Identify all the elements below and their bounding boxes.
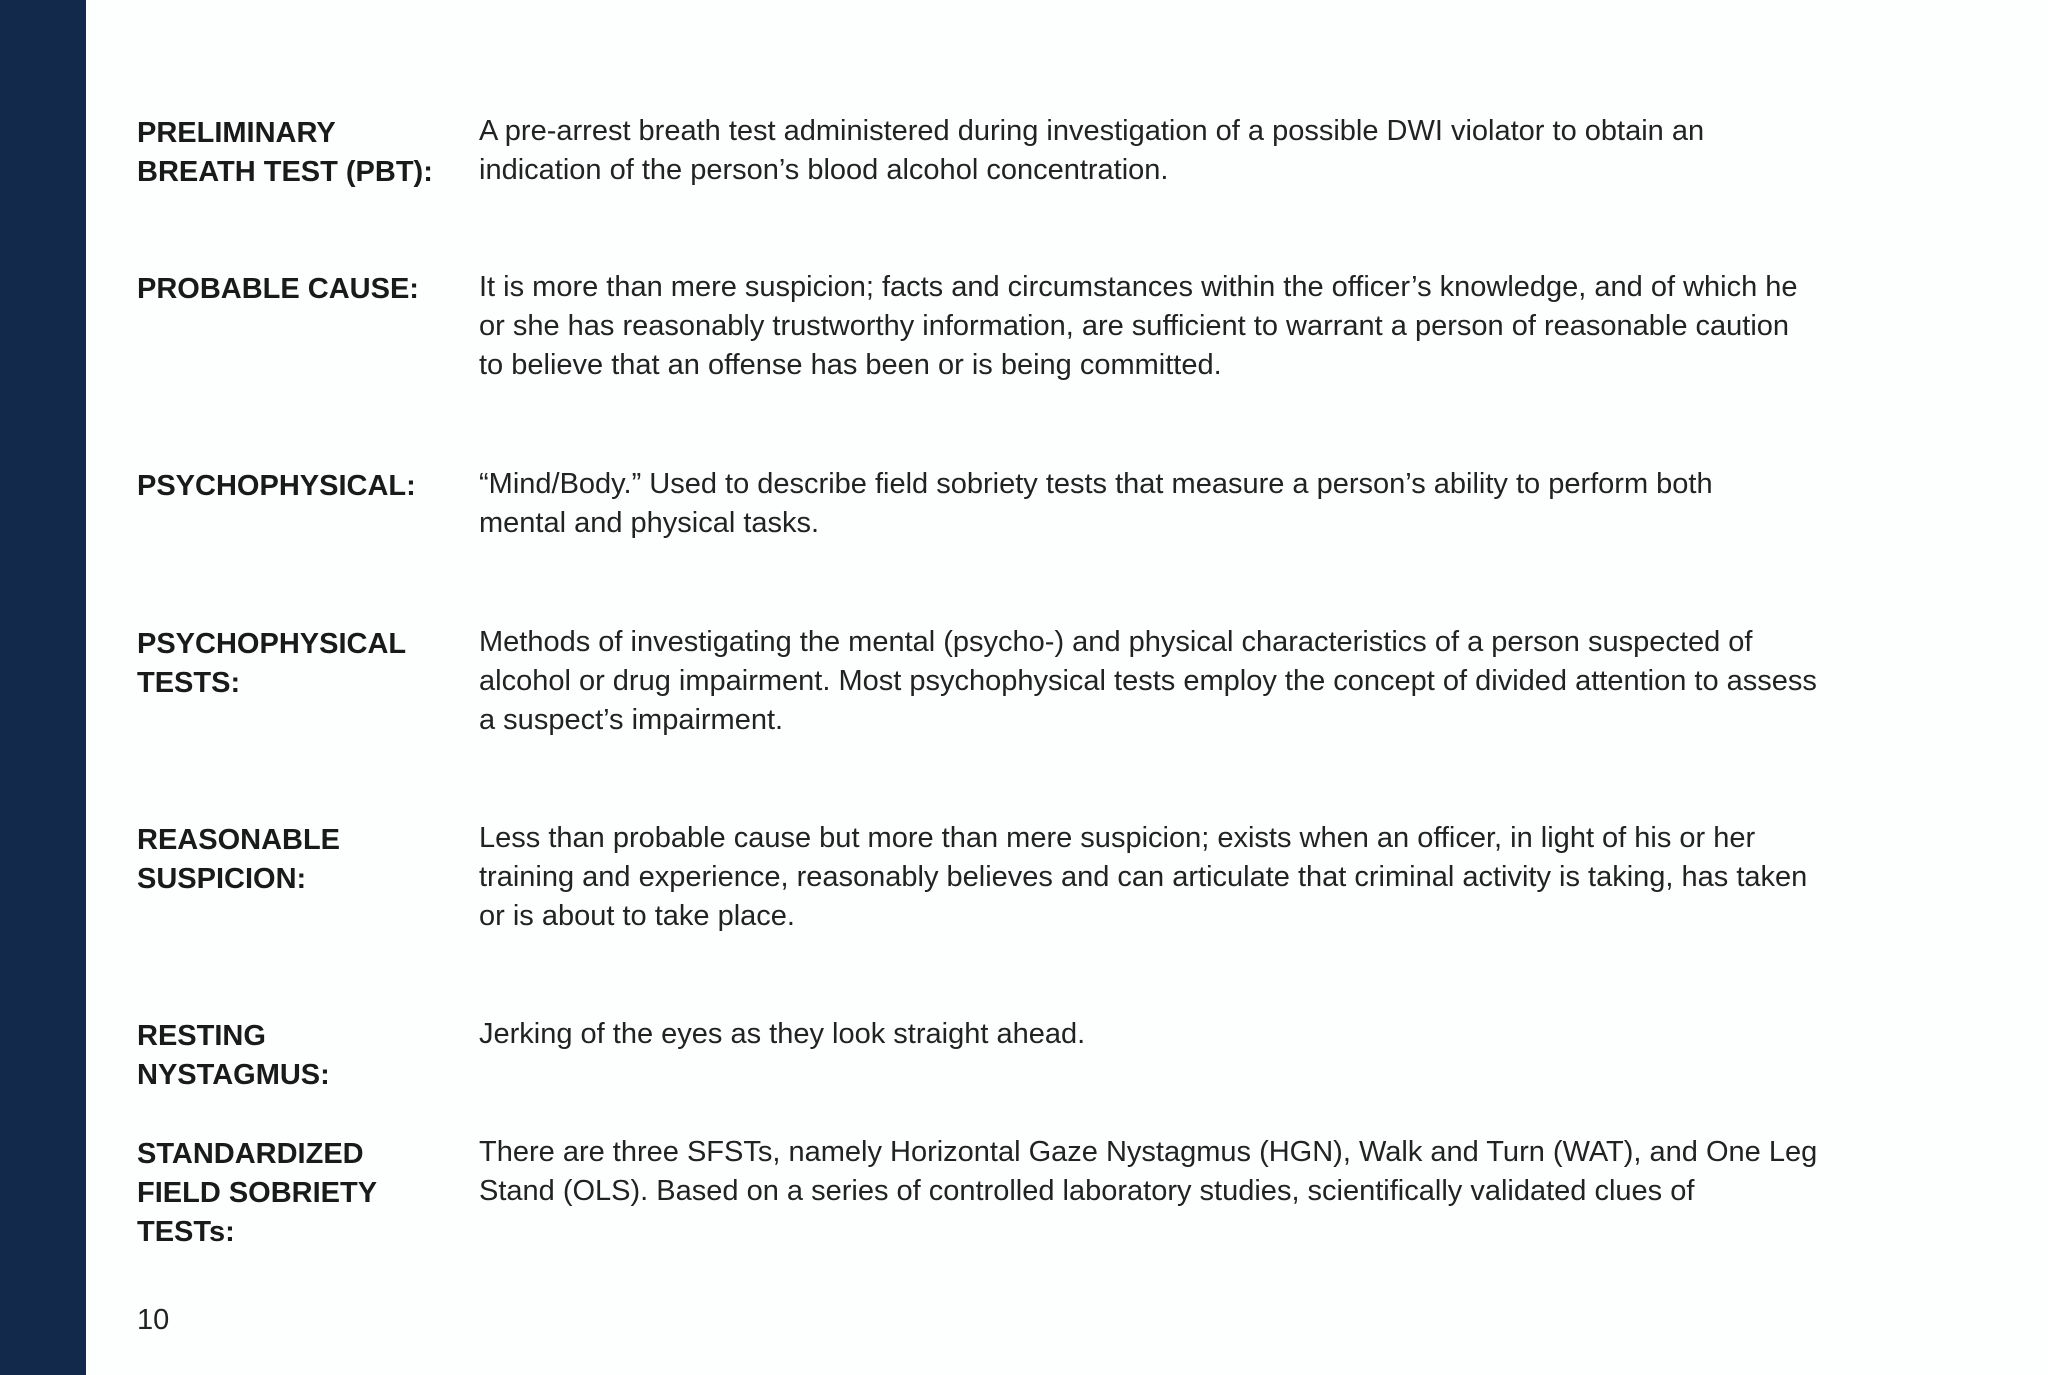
definition-line: indication of the person’s blood alcohol concentration.	[479, 154, 1169, 187]
definition-line: A pre-arrest breath test administered during investigation of a possible DWI violator to obtain an	[479, 115, 1705, 147]
definition-line: or is about to take place.	[479, 900, 795, 933]
definition-line: Less than probable cause but more than mere suspicion; exists when an officer, in light of his or her	[479, 822, 1756, 854]
definition-line: or she has reasonably trustworthy information, are sufficient to warrant a person of reasonable caution	[479, 310, 1790, 343]
glossary-term-line: PROBABLE CAUSE:	[137, 273, 419, 305]
glossary-term-line: TESTS:	[137, 667, 241, 699]
page-number: 10	[137, 1304, 170, 1336]
glossary-definition	[479, 1133, 1899, 1211]
glossary-term	[137, 625, 457, 703]
definition-line: a suspect’s impairment.	[479, 704, 784, 737]
glossary-term-line: PSYCHOPHYSICAL	[137, 628, 407, 660]
glossary-term-line: REASONABLE	[137, 824, 341, 856]
glossary-definition	[479, 1015, 1899, 1054]
glossary-definition	[479, 112, 1899, 190]
definition-line: mental and physical tasks.	[479, 507, 820, 540]
glossary-term	[137, 821, 457, 899]
definition-line: Methods of investigating the mental (psycho-) and physical characteristics of a person suspected of	[479, 626, 1753, 658]
glossary-term	[137, 270, 457, 309]
glossary-definition	[479, 268, 1899, 386]
glossary-term	[137, 467, 457, 506]
glossary-term-line: BREATH TEST (PBT):	[137, 156, 433, 188]
glossary-term-line: SUSPICION:	[137, 863, 307, 895]
glossary-term	[137, 1135, 457, 1252]
definition-line: training and experience, reasonably believes and can articulate that criminal activity is taking, has taken	[479, 861, 1808, 894]
definition-line: Jerking of the eyes as they look straight ahead.	[479, 1018, 1086, 1050]
glossary-definition	[479, 819, 1899, 937]
glossary-definition	[479, 465, 1899, 543]
glossary-term-line: TESTs:	[137, 1216, 235, 1248]
definition-line: to believe that an offense has been or is being committed.	[479, 349, 1222, 382]
definition-line: It is more than mere suspicion; facts and circumstances within the officer’s knowledge, and of which he	[479, 271, 1798, 303]
glossary-definition	[479, 623, 1899, 741]
glossary-term-line: FIELD SOBRIETY	[137, 1177, 378, 1209]
glossary-term-line: PRELIMINARY	[137, 117, 336, 149]
glossary-term-line: STANDARDIZED	[137, 1138, 364, 1170]
definition-line: alcohol or drug impairment. Most psychophysical tests employ the concept of divided attention to assess	[479, 665, 1817, 698]
glossary-term-line: RESTING	[137, 1020, 266, 1052]
glossary-term-line: NYSTAGMUS:	[137, 1059, 330, 1091]
glossary-term-line: PSYCHOPHYSICAL:	[137, 470, 416, 502]
definition-line: There are three SFSTs, namely Horizontal Gaze Nystagmus (HGN), Walk and Turn (WAT), and One Leg	[479, 1136, 1818, 1168]
glossary-term	[137, 1017, 457, 1095]
side-color-bar	[0, 0, 86, 1375]
glossary-term	[137, 114, 457, 192]
definition-line: “Mind/Body.” Used to describe field sobriety tests that measure a person’s ability to perform both	[479, 468, 1713, 500]
definition-line: Stand (OLS). Based on a series of controlled laboratory studies, scientifically validated clues of	[479, 1175, 1695, 1208]
